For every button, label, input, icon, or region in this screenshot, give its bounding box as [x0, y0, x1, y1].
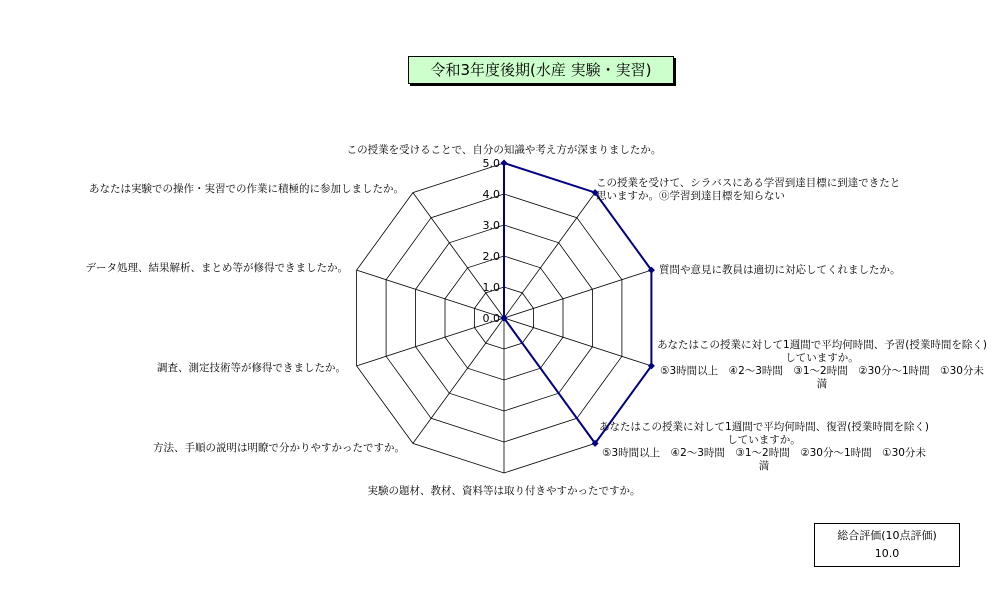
grid-spoke	[504, 193, 595, 318]
axis-label-line: していますか。	[727, 434, 801, 446]
summary-value: 10.0	[874, 547, 900, 560]
axis-label	[86, 261, 349, 274]
axis-label	[599, 420, 929, 472]
series-line	[504, 163, 651, 443]
axis-label	[347, 143, 662, 156]
tick-label: 4.0	[482, 188, 500, 201]
axis-label	[153, 441, 405, 454]
axis-label	[596, 176, 900, 202]
axis-label-line: データ処理、結果解析、まとめ等が修得できましたか。	[85, 262, 348, 274]
data-point	[501, 160, 508, 167]
axis-label-line: この授業を受けて、シラバスにある学習到達目標に到達できたと	[596, 177, 901, 189]
axis-label-line: あなたは実験での操作・実習での作業に積極的に参加しましたか。	[89, 183, 404, 195]
axis-label	[89, 182, 404, 195]
axis-label-line: ⑤3時間以上 ④2～3時間 ③1～2時間 ②30分～1時間 ①30分未	[602, 447, 926, 459]
tick-label: 2.0	[482, 250, 500, 263]
axis-label-line: ⑤3時間以上 ④2～3時間 ③1～2時間 ②30分～1時間 ①30分未	[660, 365, 984, 377]
tick-label: 5.0	[482, 157, 500, 170]
axis-label-line: あなたはこの授業に対して1週間で平均何時間、予習(授業時間を除く)	[657, 339, 987, 351]
axis-label-line: 方法、手順の説明は明瞭で分かりやすかったですか。	[153, 442, 405, 454]
axis-label-line: 実験の題材、教材、資料等は取り付きやすかったですか。	[367, 485, 641, 497]
axis-label-line: 調査、測定技術等が修得できましたか。	[157, 362, 346, 374]
axis-label	[657, 338, 987, 390]
grid-spoke	[504, 270, 651, 318]
grid-spoke	[504, 318, 651, 366]
axis-label-line: 満	[816, 378, 828, 390]
tick-label: 1.0	[482, 281, 500, 294]
axis-label	[157, 361, 346, 374]
summary-box	[814, 523, 960, 567]
tick-label: 0.0	[482, 312, 500, 325]
axis-label	[659, 263, 901, 276]
axis-label-line: 満	[758, 460, 770, 472]
chart-title: 令和3年度後期(水産 実験・実習)	[408, 56, 674, 84]
grid-spoke	[357, 318, 504, 366]
axis-label-line: この授業を受けることで、自分の知識や考え方が深まりましたか。	[346, 144, 662, 156]
axis-label-line: していますか。	[785, 352, 859, 364]
tick-label: 3.0	[482, 219, 500, 232]
axis-label-line: 思いますか。⓪学習到達目標を知らない	[596, 190, 785, 202]
grid-spoke	[357, 270, 504, 318]
grid-spoke	[413, 318, 504, 443]
axis-label-line: 質問や意見に教員は適切に対応してくれましたか。	[659, 264, 901, 276]
axis-label-line: あなたはこの授業に対して1週間で平均何時間、復習(授業時間を除く)	[599, 421, 929, 433]
summary-label: 総合評価(10点評価)	[837, 529, 937, 542]
axis-label	[368, 484, 641, 497]
